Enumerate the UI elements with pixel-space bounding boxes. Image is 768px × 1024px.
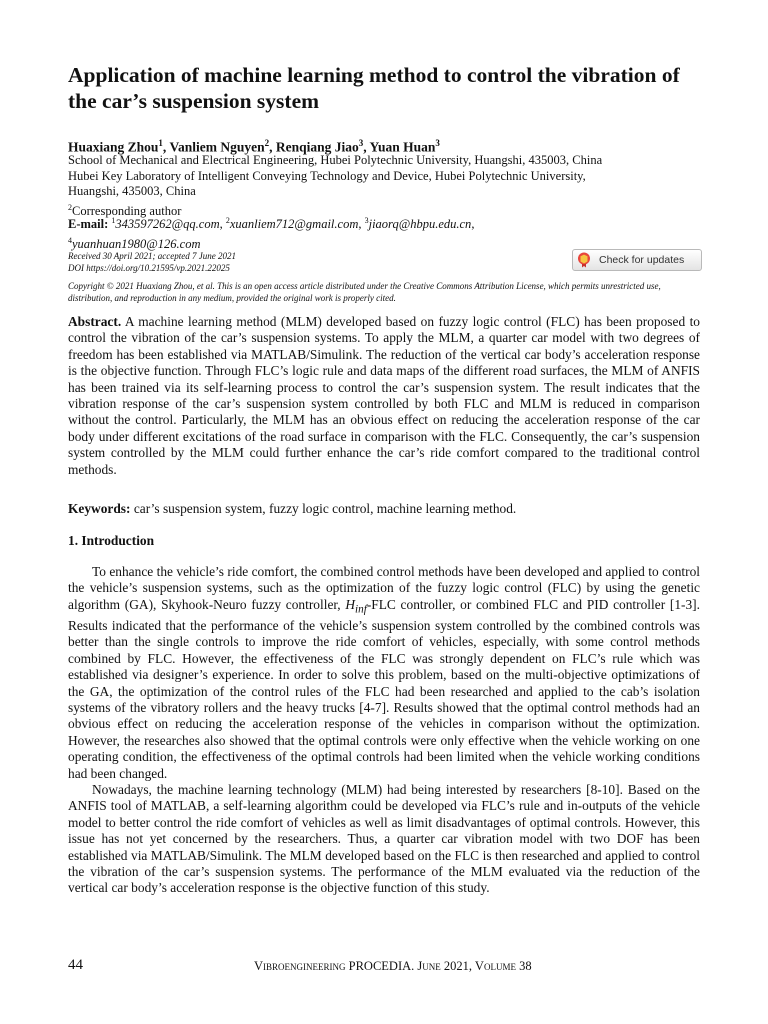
author-affiliation-mark: 3 — [358, 138, 364, 148]
author-separator: , — [162, 139, 170, 155]
paragraph-text: To enhance the vehicle’s ride comfort, the combined control methods have been developed and applied to control the vehicle’s suspension systems, such as the optimization of the fuzzy logic control (FLC) by using the genetic algorithm (GA), Skyhook-Neuro fuzzy controller, — [68, 564, 700, 612]
check-for-updates-button[interactable] — [572, 249, 702, 271]
corresponding-mark: 2 — [68, 202, 72, 212]
email-separator: , — [358, 217, 365, 232]
email-separator: , — [219, 217, 226, 232]
math-symbol — [345, 596, 367, 616]
received-date: Received 30 April 2021; accepted 7 June 2021 — [68, 251, 237, 261]
doi-link[interactable]: DOI https://doi.org/10.21595/vp.2021.22025 — [68, 262, 230, 273]
author-affiliation-mark: 1 — [158, 138, 163, 148]
paragraph — [68, 564, 700, 782]
author-name: Vanliem Nguyen — [169, 139, 265, 155]
author-affiliation-mark: 2 — [264, 138, 270, 148]
page-number: 44 — [68, 957, 83, 973]
paragraph: Nowadays, the machine learning technology (MLM) had being interested by researchers [8-10]. Based on the ANFIS tool of MATLAB, a self-learning algorithm could be developed via FLC’s rule and in-outputs of the vehicle model to better control the ride comfort of vehicles as well as limit disadvantages of optimal controls. However, this issue has not yet concerned by the researchers. Thus, a quarter car vibration model with two DOF has been established via MATLAB/Simulink. The MLM developed based on the FLC is then researched and applied to control the vibration of the car’s suspension systems. The performance of the MLM evaluated via the reduction of the vertical car body’s acceleration response is the objective function of this study. — [68, 781, 700, 896]
author-affiliation-mark: 3 — [435, 138, 440, 148]
section-heading: 1. Introduction — [68, 533, 155, 548]
introduction-body — [68, 564, 700, 897]
affiliations — [68, 153, 700, 219]
abstract — [68, 314, 700, 478]
author-separator: , — [363, 139, 370, 155]
journal-issue: June 2021, Volume 38 — [417, 959, 532, 973]
running-footer — [254, 959, 532, 974]
author-name: Renqiang Jiao — [275, 139, 359, 155]
email-link[interactable]: xuanliem712@gmail.com — [229, 217, 359, 232]
author-name: Yuan Huan — [369, 139, 436, 155]
keywords — [68, 501, 700, 517]
math-base: H — [345, 596, 356, 612]
affiliation-line: School of Mechanical and Electrical Engineering, Hubei Polytechnic University, Huangshi, 435003, China — [68, 153, 603, 167]
email-mark: 2 — [225, 216, 230, 225]
math-subscript: inf — [355, 603, 367, 616]
article-notes — [68, 251, 548, 274]
email-mark: 1 — [111, 216, 116, 225]
paragraph-text: -FLC controller, or combined FLC and PID controller [1-3]. Results indicated that the performance of the vehicle’s suspension system controlled by the combined controls was better than the single controls to improve the ride comfort of vehicles, especially, with some control methods combined by FLC. However, the effectiveness of the FLC was strongly dependent on FLC’s rule which was established via designer’s experience. In order to solve this problem, based on the multi-objective optimizations of the GA, the optimization of the control rules of the FLC had been researched and applied to the cab’s isolation systems of the vibratory rollers and the heavy trucks [4-7]. Results showed that the optimal control methods had an obvious effect on reducing the acceleration response of the vehicles in comparison without the optimization. However, the researches also showed that the optimal controls were only effective when the vehicle working on one operating condition, the effectiveness of the optimal controls had been limited when the vehicle working conditions had been changed. — [68, 596, 700, 781]
email-mark: 3 — [364, 216, 369, 225]
email-label: E-mail: — [68, 217, 109, 232]
keywords-label: Keywords: — [68, 501, 131, 516]
check-for-updates-label: Check for updates — [599, 254, 685, 266]
email-link[interactable]: 343597262@qq.com — [115, 217, 220, 232]
affiliation-line: Huangshi, 435003, China — [68, 184, 196, 198]
email-line — [68, 213, 700, 233]
affiliation-line: Hubei Key Laboratory of Intelligent Conveying Technology and Device, Hubei Polytechnic University, — [68, 168, 586, 183]
journal-name: Vibroengineering PROCEDIA. — [254, 959, 415, 973]
paper-title: Application of machine learning method to control the vibration of the car’s suspension system — [68, 63, 680, 113]
email-block — [68, 213, 700, 252]
email-separator: , — [471, 217, 475, 232]
keywords-text: car’s suspension system, fuzzy logic control, machine learning method. — [133, 501, 517, 516]
copyright-notice: Copyright © 2021 Huaxiang Zhou, et al. This is an open access article distributed under the Creative Commons Attribution License, which permits unrestricted use, distribution, and reproduction in any medium, provided the original work is properly cited. — [68, 281, 661, 303]
bookmark-ribbon-icon — [577, 252, 591, 268]
paper-page — [68, 0, 700, 1024]
author-separator: , — [269, 139, 276, 155]
email-link[interactable]: jiaorq@hbpu.edu.cn — [368, 217, 472, 232]
abstract-text: A machine learning method (MLM) developed based on fuzzy logic control (FLC) has been proposed to control the vibration of the car’s suspension systems. To apply the MLM, a quarter car model with two degrees of freedom has been established via MATLAB/Simulink. The reduction of the vertical car body’s acceleration response is the objective function. Through FLC’s logic rule and data maps of the different road surfaces, the MLM of ANFIS has been trained via its self-learning process to control the car’s suspension system. The result indicates that the vibration response of the car’s suspension system controlled by both FLC and MLM is reduced in comparison without the control. Particularly, the MLM has an obvious effect on reducing the acceleration response of the car body under different excitations of the road surface in comparison with the FLC. Consequently, the car’s suspension system controlled by the MLM could further enhance the car’s ride comfort compared to the traditional control methods. — [68, 314, 700, 477]
corresponding-text: Corresponding author — [72, 203, 182, 218]
author-name: Huaxiang Zhou — [68, 139, 159, 155]
email-mark: 4 — [68, 235, 72, 245]
abstract-label: Abstract. — [68, 314, 122, 329]
email-link[interactable]: yuanhuan1980@126.com — [72, 236, 201, 251]
